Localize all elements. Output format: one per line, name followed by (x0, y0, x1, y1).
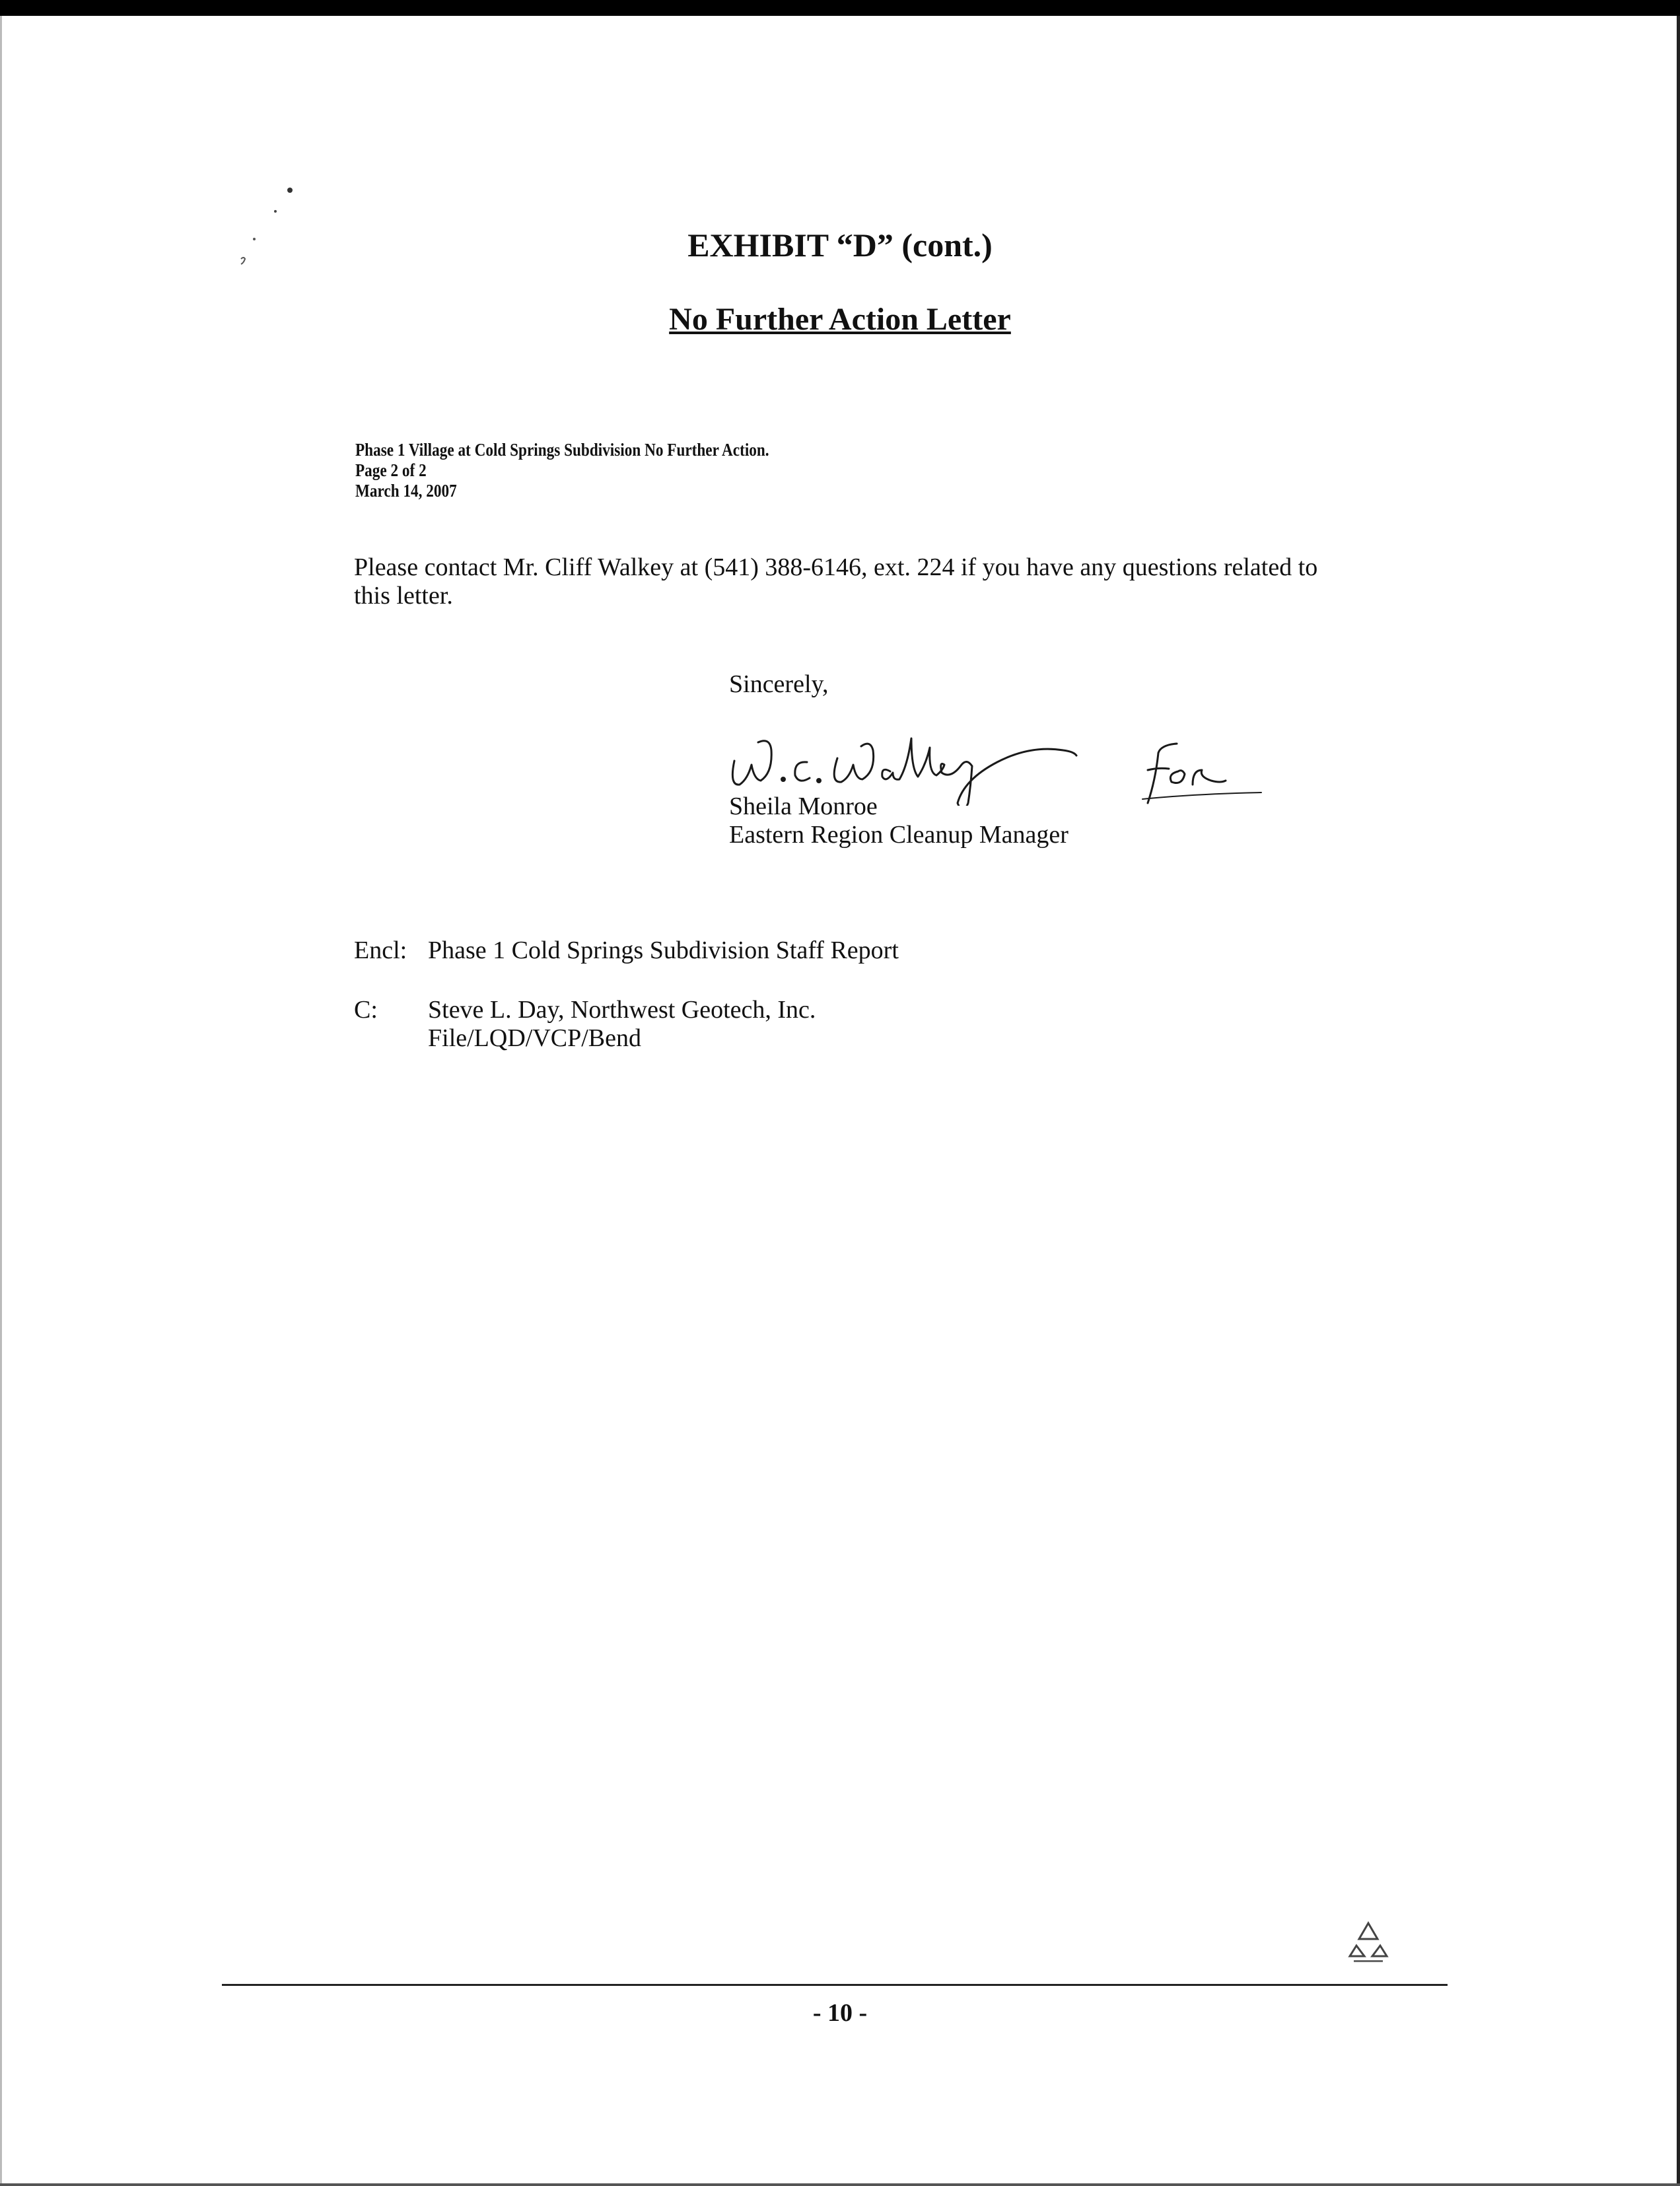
closing-salutation: Sincerely, (729, 670, 829, 698)
enclosure-text: Phase 1 Cold Springs Subdivision Staff Report (428, 936, 899, 964)
handwritten-signature (720, 687, 1275, 806)
copies-recipients (428, 996, 816, 1053)
letter-date: March 14, 2007 (355, 481, 457, 501)
signer-title: Eastern Region Cleanup Manager (729, 821, 1068, 849)
letter-header (355, 440, 769, 501)
copies-label: C: (354, 996, 378, 1024)
footer-rule (222, 1984, 1448, 1986)
page-number: - 10 - (812, 1999, 868, 2027)
signer-name: Sheila Monroe (729, 793, 878, 820)
scan-left-edge (0, 16, 2, 2186)
scan-right-edge (1677, 16, 1680, 2186)
exhibit-title: EXHIBIT “D” (cont.) (687, 227, 993, 264)
copy-recipient: Steve L. Day, Northwest Geotech, Inc. (428, 996, 816, 1024)
document-subtitle: No Further Action Letter (669, 302, 1011, 337)
enclosure-label: Encl: (354, 936, 407, 964)
body-paragraph: Please contact Mr. Cliff Walkey at (541) 388-6146, ext. 224 if you have any questions related to this letter. (354, 553, 1318, 610)
letter-page-indicator: Page 2 of 2 (355, 460, 427, 480)
scan-top-border (0, 0, 1680, 16)
copy-recipient: File/LQD/VCP/Bend (428, 1024, 642, 1052)
recycle-logo-icon (1345, 1917, 1392, 1964)
scan-bottom-edge (0, 2183, 1680, 2186)
letter-subject: Phase 1 Village at Cold Springs Subdivision No Further Action. (355, 440, 769, 460)
